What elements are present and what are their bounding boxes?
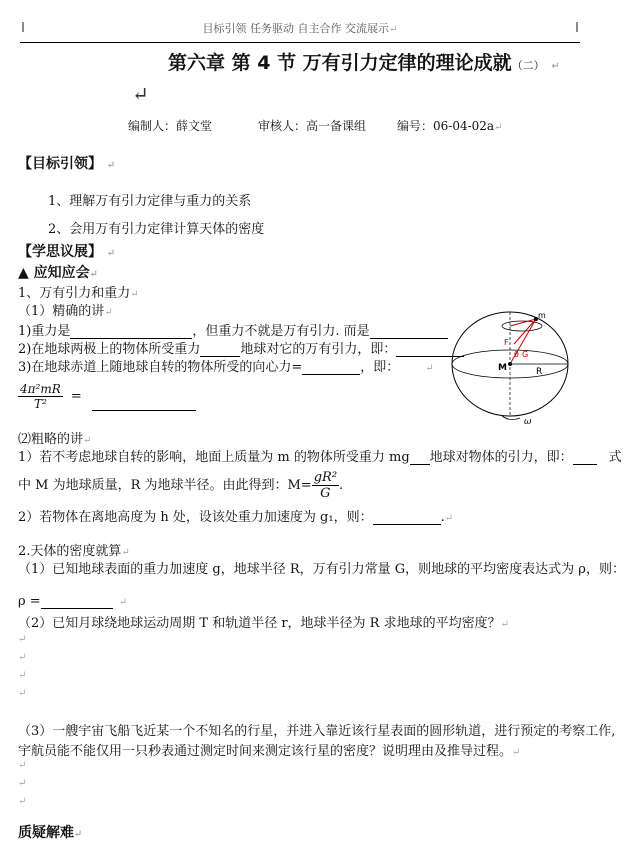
part1-sub2: ⑵粗略的讲↵	[18, 432, 92, 447]
gravity-arrow	[514, 319, 536, 344]
question-3-cont: 宇航员能不能仅用一只秒表通过测定时间来测定该行星的密度？说明理由及推导过程。↵	[18, 744, 521, 759]
doc-title: 第六章 第 4 节 万有引力定律的理论成就（二） ↵	[168, 52, 560, 74]
section-goals: 【目标引领】 ↵	[18, 156, 116, 172]
rho-answer: ρ = ↵	[18, 594, 128, 609]
line-rough-3: 2）若物体在离地高度为 h 处，设该处重力加速度为 g₁，则： .↵	[18, 510, 454, 525]
meta-code: 编号：06-04-02a↵	[397, 119, 503, 133]
earth-diagram	[444, 304, 590, 428]
answer-blank[interactable]	[573, 452, 597, 465]
line-rough-2: 中 M 为地球质量，R 为地球半径。由此得到：M= $\frac{\text{gR²}}{G}$ .	[18, 470, 344, 501]
answer-blank[interactable]	[41, 596, 113, 609]
meta-reviewer: 审核人：高一备课组	[258, 119, 367, 133]
part2-heading: 2.天体的密度就算↵	[18, 544, 130, 559]
answer-blank[interactable]	[302, 362, 360, 375]
question-2: （2）已知月球绕地球运动周期 T 和轨道半径 r，地球半径为 R 求地球的平均密度？↵	[18, 616, 509, 631]
line-gravity-2: 2)在地球两极上的物体所受重力 地球对它的万有引力，即：	[18, 338, 464, 357]
empty-line-mark: ↵	[18, 670, 27, 681]
label-R: R	[536, 367, 543, 377]
formula-centripetal: $\frac{\text{4π²mR}}{\text{T²}}$ =	[18, 382, 196, 411]
empty-line-mark: ↵	[18, 652, 27, 663]
label-F: F	[504, 338, 509, 347]
answer-blank[interactable]	[410, 452, 430, 465]
line-gravity-1: 1)重力是 ，但重力不就是万有引力. 而是	[18, 320, 448, 339]
meta-editor: 编制人：薛文堂	[128, 119, 213, 133]
paragraph-mark: ↵	[132, 82, 149, 106]
center-dot	[508, 362, 512, 366]
empty-line-mark: ↵	[18, 778, 27, 789]
part1-sub1: （1）精确的讲↵	[18, 304, 113, 319]
subsection-must-know: ▲ 应知应会↵	[18, 265, 99, 281]
goal-item: 2、会用万有引力定律计算天体的密度	[48, 222, 265, 237]
empty-line-mark: ↵	[18, 796, 27, 807]
header-rule	[20, 42, 580, 43]
question-1: （1）已知地球表面的重力加速度 g，地球半径 R，万有引力常量 G，则地球的平均密度表达式为 ρ，则：	[18, 562, 625, 577]
empty-line-mark: ↵	[18, 688, 27, 699]
line-rough-1: 1）若不考虑地球自转的影响，地面上质量为 m 的物体所受重力 mg 地球对物体的引力，即： 式	[18, 450, 622, 465]
label-G: G	[522, 350, 529, 359]
label-theta: θ	[514, 350, 519, 359]
section-study: 【学思议展】 ↵	[18, 244, 116, 260]
question-3: （3）一艘宇宙飞船飞近某一个不知名的行星，并进入靠近该行星表面的圆形轨道，进行预定的考察工作,	[18, 724, 616, 739]
line-gravity-3: 3)在地球赤道上随地球自转的物体所受的向心力= ，即： ↵	[18, 360, 434, 375]
rotation-arrow	[502, 416, 520, 420]
answer-blank[interactable]	[373, 512, 441, 525]
label-M: M	[498, 363, 507, 373]
empty-line-mark: ↵	[18, 634, 27, 645]
part1-heading: 1、万有引力和重力↵	[18, 286, 139, 301]
label-m: m	[538, 311, 546, 320]
section-doubts: 质疑解难↵	[18, 825, 83, 841]
label-omega: ω	[524, 417, 532, 427]
goal-item: 1、理解万有引力定律与重力的关系	[48, 194, 252, 209]
answer-blank[interactable]	[92, 398, 196, 411]
page-header: 目标引领 任务驱动 自主合作 交流展示↵	[202, 22, 398, 35]
empty-line-mark: ↵	[18, 760, 27, 771]
